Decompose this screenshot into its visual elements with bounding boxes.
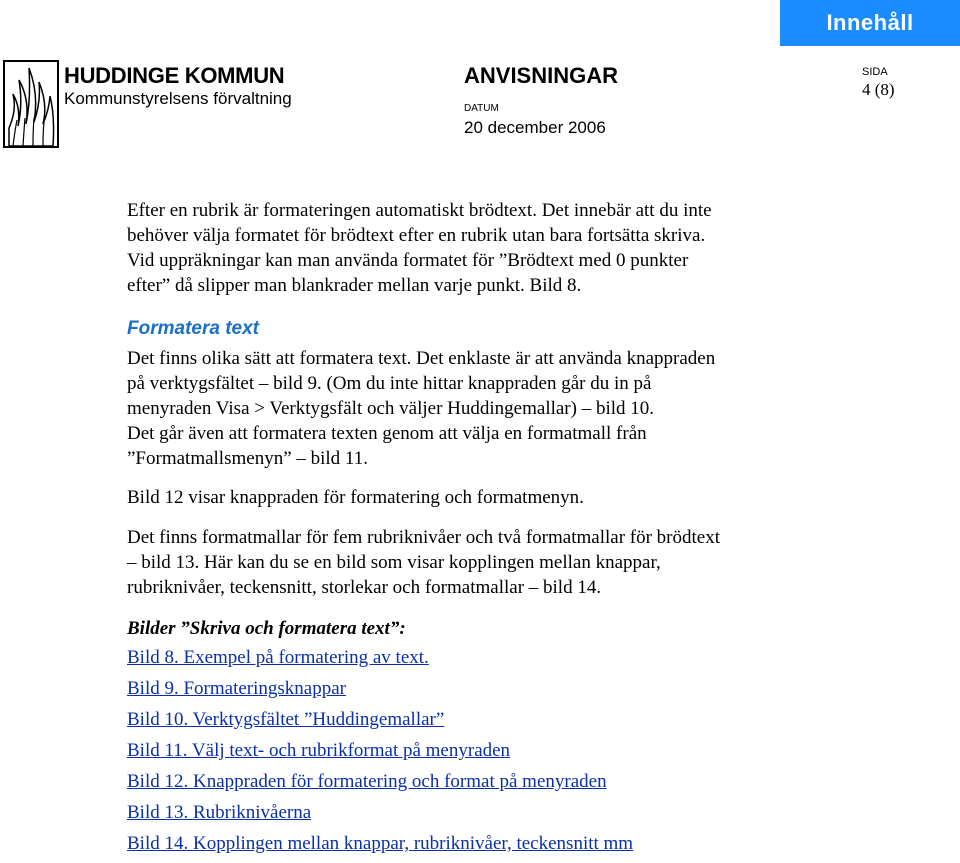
date-value: 20 december 2006	[464, 118, 606, 137]
list-item	[127, 738, 827, 769]
text-line: Bild 12 visar knappraden för formatering och formatmenyn.	[127, 487, 584, 508]
list-item	[127, 645, 827, 676]
text-line: Efter en rubrik är formateringen automatiskt brödtext. Det innebär att du inte	[127, 200, 712, 221]
text-line: på verktygsfältet – bild 9. (Om du inte hittar knappraden går du in på	[127, 373, 652, 394]
document-type: ANVISNINGAR	[464, 63, 619, 88]
list-item	[127, 769, 827, 800]
image-link-bild-11[interactable]: Bild 11. Välj text- och rubrikformat på menyraden	[127, 740, 511, 761]
huddinge-logo-icon	[3, 60, 59, 150]
image-link-list	[127, 645, 827, 862]
paragraph-styles	[127, 525, 827, 600]
section-heading: Formatera text	[127, 318, 259, 339]
list-item	[127, 676, 827, 707]
date-label: DATUM	[464, 103, 499, 114]
page-label: SIDA	[862, 66, 888, 78]
document-body	[127, 198, 827, 862]
image-link-bild-8[interactable]: Bild 8. Exempel på formatering av text.	[127, 647, 429, 668]
page-number: 4 (8)	[862, 80, 895, 99]
list-item	[127, 707, 827, 738]
text-line: ”Formatmallsmenyn” – bild 11.	[127, 448, 368, 469]
image-link-bild-13[interactable]: Bild 13. Rubriknivåerna	[127, 802, 312, 823]
image-link-bild-9[interactable]: Bild 9. Formateringsknappar	[127, 678, 346, 699]
image-link-bild-12[interactable]: Bild 12. Knappraden för formatering och format på menyraden	[127, 771, 607, 792]
organization-name: HUDDINGE KOMMUN	[64, 63, 285, 88]
text-line: Vid uppräkningar kan man använda formatet för ”Brödtext med 0 punkter	[127, 250, 689, 271]
text-line: Det finns formatmallar för fem rubriknivåer och två formatmallar för brödtext	[127, 527, 720, 548]
image-link-bild-10[interactable]: Bild 10. Verktygsfältet ”Huddingemallar”	[127, 709, 445, 730]
organization-department: Kommunstyrelsens förvaltning	[64, 89, 292, 108]
paragraph-formatting	[127, 346, 827, 471]
toc-button[interactable]: Innehåll	[780, 0, 960, 46]
images-heading: Bilder ”Skriva och formatera text”:	[127, 618, 406, 639]
text-line: rubriknivåer, teckensnitt, storlekar och formatmallar – bild 14.	[127, 577, 602, 598]
text-line: behöver välja formatet för brödtext efter en rubrik utan bara fortsätta skriva.	[127, 225, 706, 246]
text-line: – bild 13. Här kan du se en bild som visar kopplingen mellan knappar,	[127, 552, 661, 573]
text-line: menyraden Visa > Verktygsfält och väljer Huddingemallar) – bild 10.	[127, 398, 655, 419]
image-link-bild-14[interactable]: Bild 14. Kopplingen mellan knappar, rubriknivåer, teckensnitt mm	[127, 833, 634, 854]
text-line: Det går även att formatera texten genom att välja en formatmall från	[127, 423, 647, 444]
list-item	[127, 831, 827, 862]
list-item	[127, 800, 827, 831]
text-line: efter” då slipper man blankrader mellan varje punkt. Bild 8.	[127, 275, 582, 296]
paragraph-buttonbar	[127, 485, 827, 510]
paragraph-intro	[127, 198, 827, 298]
text-line: Det finns olika sätt att formatera text. Det enklaste är att använda knappraden	[127, 348, 716, 369]
